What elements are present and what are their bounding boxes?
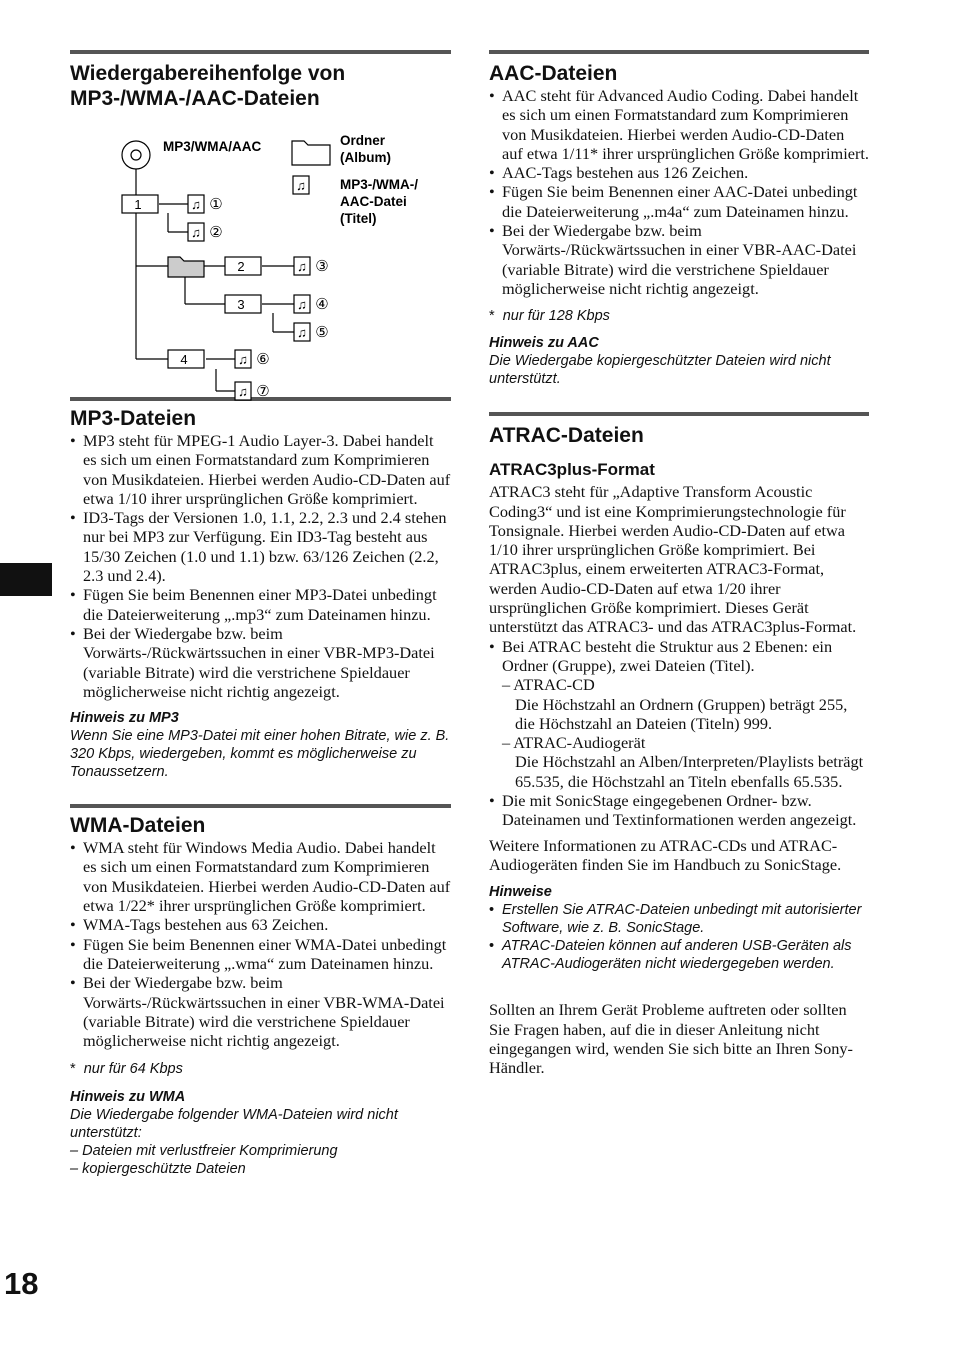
legend-file-text: (Titel) — [340, 211, 377, 226]
folder-label: 4 — [180, 352, 188, 367]
chapter-tab — [0, 563, 52, 596]
file-number: ① — [209, 196, 223, 213]
music-note-icon: ♫ — [191, 225, 201, 240]
right-column — [489, 50, 869, 1077]
list-item: • MP3 steht für MPEG-1 Audio Layer-3. Dabei handelt es sich um einen Formatstandard zum Komprimieren von Musikdateien. Hierbei werden Audio-CD-Daten auf etwa 1/10 ihrer ursprünglichen Größe komprimiert. — [70, 431, 451, 508]
page-number: 18 — [4, 1266, 39, 1301]
folder-label: 1 — [134, 197, 142, 212]
aac-note-text: Die Wiedergabe kopiergeschützter Dateien wird nicht unterstützt. — [489, 353, 831, 388]
list-item — [489, 637, 869, 791]
list-item: • Bei der Wiedergabe bzw. beim Vorwärts-/Rückwärtssuchen in einer VBR-MP3-Datei (variable Bitrate) wird die verstrichene Spieldauer möglicherweise nicht richtig angezeigt. — [70, 624, 451, 701]
wma-note-line: Die Wiedergabe folgender WMA-Dateien wird nicht unterstützt: — [70, 1107, 398, 1142]
atrac-notes-title: Hinweise — [489, 884, 552, 901]
list-item: • AAC steht für Advanced Audio Coding. Dabei handelt es sich um einen Formatstandard zum Komprimieren von Musikdateien. Hierbei werden Audio-CD-Daten auf etwa 1/11* ihrer ursprünglichen Größe komprimiert. — [489, 86, 869, 163]
music-note-icon: ♫ — [191, 197, 201, 212]
atrac-title: ATRAC-Dateien — [489, 424, 644, 448]
root-label: MP3/WMA/AAC — [163, 139, 262, 154]
folder-label: 3 — [237, 297, 245, 312]
aac-footnote-text: nur für 128 Kbps — [502, 308, 610, 325]
wma-footnote-text: nur für 64 Kbps — [83, 1061, 183, 1078]
music-note-icon: ♫ — [296, 178, 306, 193]
list-item: • Fügen Sie beim Benennen einer AAC-Datei unbedingt die Dateierweiterung „.m4a“ zum Dateinamen hinzu. — [489, 182, 869, 221]
list-item: • Bei der Wiedergabe bzw. beim Vorwärts-/Rückwärtssuchen in einer VBR-WMA-Datei (variable Bitrate) wird die verstrichene Spieldauer möglicherweise nicht richtig angezeigt. — [70, 973, 451, 1050]
list-item: • Fügen Sie beim Benennen einer WMA-Datei unbedingt die Dateierweiterung „.wma“ zum Dateinamen hinzu. — [70, 935, 451, 974]
atrac-cd-text: Die Höchstzahl an Ordnern (Gruppen) beträgt 255, die Höchstzahl an Dateien (Titeln) 999. — [515, 694, 848, 733]
folder-legend-icon — [292, 141, 330, 165]
playback-order-section — [70, 50, 451, 400]
file-number: ⑦ — [256, 383, 270, 400]
gray-folder-icon — [168, 257, 204, 277]
atrac-sublist — [502, 675, 869, 791]
list-item: • Fügen Sie beim Benennen einer MP3-Datei unbedingt die Dateierweiterung „.mp3“ zum Dateinamen hinzu. — [70, 585, 451, 624]
left-column — [70, 50, 451, 1178]
atrac-cd-label: – ATRAC-CD — [502, 675, 595, 695]
mp3-note — [70, 709, 451, 781]
list-item: • WMA steht für Windows Media Audio. Dabei handelt es sich um einen Formatstandard zum Komprimieren von Musikdateien. Hierbei werden Audio-CD-Daten auf etwa 1/22* ihrer ursprünglichen Größe komprimiert. — [70, 838, 451, 915]
atrac-structure-text: Bei ATRAC besteht die Struktur aus 2 Ebenen: ein Ordner (Gruppe), zwei Dateien (Titel). — [502, 636, 833, 675]
list-item: • WMA-Tags bestehen aus 63 Zeichen. — [70, 915, 451, 934]
aac-title: AAC-Dateien — [489, 62, 618, 85]
wma-section — [70, 804, 451, 1178]
list-item: • ATRAC-Dateien können auf anderen USB-Geräten als ATRAC-Audiogeräten nicht wiedergegeben werden. — [489, 937, 869, 973]
list-item: • ID3-Tags der Versionen 1.0, 1.1, 2.2, 2.3 und 2.4 stehen nur bei MP3 zur Verfügung. Ein ID3-Tag besteht aus 15/30 Zeichen (1.0 und 1.1) bzw. 63/126 Zeichen (2.2, 2.3 und 2.4). — [70, 508, 451, 585]
playback-order-title: Wiedergabereihenfolge von MP3-/WMA-/AAC-Dateien — [70, 62, 346, 110]
wma-note-line: – Dateien mit verlustfreier Komprimierung — [70, 1143, 338, 1160]
atrac-section — [489, 412, 869, 1077]
music-note-icon: ♫ — [238, 384, 248, 399]
atrac-more-info: Weitere Informationen zu ATRAC-CDs und ATRAC-Audiogeräten finden Sie im Handbuch zu SonicStage. — [489, 835, 842, 874]
wma-footnote: * nur für 64 Kbps — [70, 1061, 183, 1078]
mp3-note-text: Wenn Sie eine MP3-Datei mit einer hohen Bitrate, wie z. B. 320 Kbps, wiedergeben, kommt es möglicherweise zu Tonaussetzern. — [70, 728, 450, 781]
file-number: ⑤ — [315, 324, 329, 341]
list-item: • Erstellen Sie ATRAC-Dateien unbedingt mit autorisierter Software, wie z. B. SonicStage. — [489, 901, 869, 937]
music-note-icon: ♫ — [297, 259, 307, 274]
atrac-device-text: Die Höchstzahl an Alben/Interpreten/Playlists beträgt 65.535, die Höchstzahl an Titeln ebenfalls 65.535. — [515, 752, 864, 791]
folder-label: 2 — [237, 259, 245, 274]
aac-note-title: Hinweis zu AAC — [489, 335, 599, 352]
music-note-icon: ♫ — [297, 297, 307, 312]
wma-note-line: – kopiergeschützte Dateien — [70, 1161, 246, 1178]
legend-file-text: AAC-Datei — [340, 194, 407, 209]
music-note-icon: ♫ — [297, 325, 307, 340]
wma-note-title: Hinweis zu WMA — [70, 1089, 186, 1106]
aac-footnote: * nur für 128 Kbps — [489, 308, 610, 325]
atrac-closing: Sollten an Ihrem Gerät Probleme auftreten oder sollten Sie Fragen haben, auf die in dieser Anleitung nicht eingegangen wird, wenden Sie sich bitte an Ihren Sony-Händler. — [489, 1000, 853, 1078]
file-number: ② — [209, 224, 223, 241]
atrac-device-label: – ATRAC-Audiogerät — [502, 733, 646, 753]
disc-icon — [122, 141, 150, 169]
aac-section — [489, 50, 869, 388]
mp3-title: MP3-Dateien — [70, 407, 197, 430]
legend-file-text: MP3-/WMA-/ — [340, 177, 418, 192]
list-item: • AAC-Tags bestehen aus 126 Zeichen. — [489, 163, 869, 182]
wma-bullets — [70, 838, 451, 1050]
legend-folder-text: (Album) — [340, 150, 391, 165]
atrac-intro: ATRAC3 steht für „Adaptive Transform Acoustic Coding3“ und ist eine Komprimierungstechnologie für Tonsignale. Hierbei werden Audio-CD-Daten auf etwa 1/10 ihrer ursprünglichen Größe komprimiert. Bei ATRAC3plus, einem erweiterten ATRAC3-Format, werden Audio-CD-Daten auf etwa 1/20 ihrer ursprünglichen Größe komprimiert. Dieses Gerät unterstützt das ATRAC3- und das ATRAC3plus-Format. — [489, 482, 857, 637]
wma-note — [70, 1088, 451, 1178]
aac-note — [489, 334, 869, 388]
list-item: • Die mit SonicStage eingegebenen Ordner- bzw. Dateinamen und Textinformationen werden angezeigt. — [489, 791, 869, 830]
mp3-section — [70, 397, 451, 781]
atrac-subtitle: ATRAC3plus-Format — [489, 460, 655, 480]
aac-bullets — [489, 86, 869, 298]
file-number: ③ — [315, 258, 329, 275]
playback-order-diagram — [70, 111, 451, 400]
wma-title: WMA-Dateien — [70, 814, 206, 838]
mp3-note-title: Hinweis zu MP3 — [70, 710, 179, 727]
mp3-bullets — [70, 431, 451, 701]
atrac-bullets — [489, 637, 869, 830]
file-number: ⑥ — [256, 351, 270, 368]
atrac-notes — [489, 883, 869, 973]
music-note-icon: ♫ — [238, 352, 248, 367]
file-number: ④ — [315, 296, 329, 313]
legend-folder-text: Ordner — [340, 133, 386, 148]
list-item: • Bei der Wiedergabe bzw. beim Vorwärts-/Rückwärtssuchen in einer VBR-AAC-Datei (variable Bitrate) wird die verstrichene Spieldauer möglicherweise nicht richtig angezeigt. — [489, 221, 869, 298]
